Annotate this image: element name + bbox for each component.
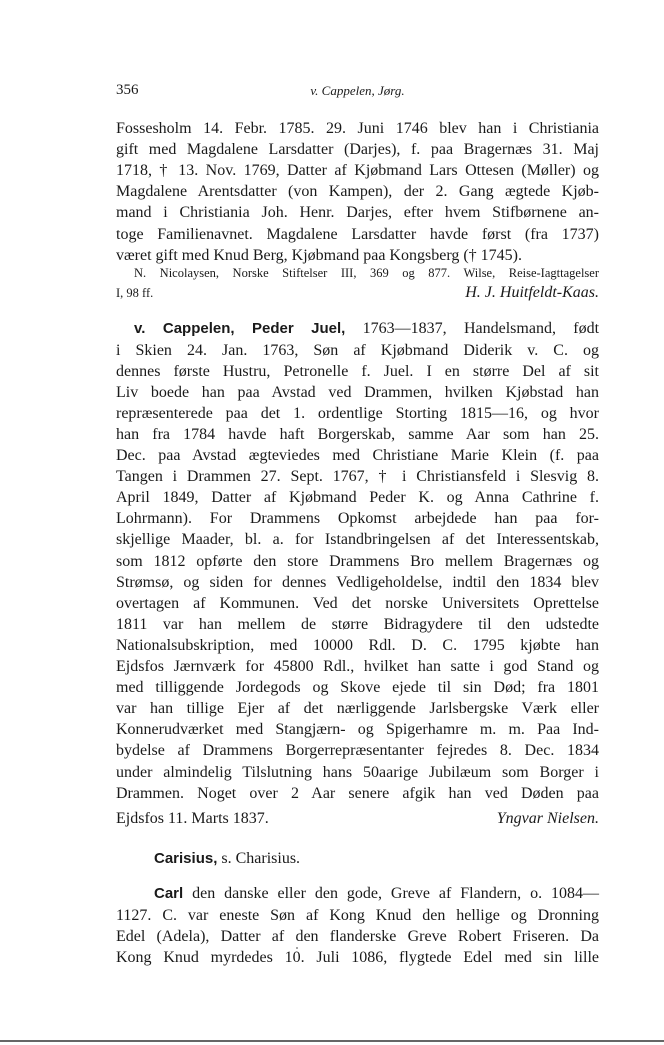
scan-edge-line [0,1040,664,1042]
text-line: Edel (Adela), Datter af den flanderske Greve Robert Friseren. Da [116,927,599,945]
text-line: var han tillige Ejer af det nærliggende Jarlsbergske Værk eller [116,700,599,718]
text-line: dennes første Hustru, Petronelle f. Juel. I en større Del af sit [116,362,599,380]
text-line: Lohrmann). For Drammens Opkomst arbejdede han paa for- [116,510,599,528]
text-line: gift med Magdalene Larsdatter (Darjes), f. paa Bragernæs 31. Maj [116,141,599,159]
source-citation: N. Nicolaysen, Norske Stiftelser III, 369 og 877. Wilse, Reise-Iagttagelser [134,266,599,280]
entry-heading: Carl [154,885,184,902]
text-line: Drammen. Noget over 2 Aar senere afgik han ved Døden paa [116,784,599,802]
page-number: 356 [116,82,139,98]
running-title: v. Cappelen, Jørg. [310,83,405,98]
specks [296,947,298,949]
text-line: Kong Knud myrdedes 10. Juli 1086, flygtede Edel med sin lille [116,949,599,967]
cross-reference-entry [116,848,599,870]
text-line: i Skien 24. Jan. 1763, Søn af Kjøbmand Diderik v. C. og [116,341,599,359]
text-line: Strømsø, og siden for dennes Vedligeholdelse, indtil den 1834 blev [116,573,599,591]
entry-first-line [116,883,599,905]
text-line: Konnerudværket med Stangjærn- og Spigerhamre m. m. Paa Ind- [116,721,599,739]
text-line: toge Familienavnet. Magdalene Larsdatter havde først (fra 1737) [116,225,599,243]
page-header [116,82,599,102]
text-line: overtagen af Kommunen. Ved det norske Universitets Oprettelse [116,594,599,612]
text-line: han fra 1784 havde haft Borgerskab, samme Aar som han 25. [116,425,599,443]
entry-first-line-text: 1763—1837, Handelsmand, født [362,320,600,337]
text-line: Tangen i Drammen 27. Sept. 1767, † i Christiansfeld i Slesvig 8. [116,468,599,486]
text-line: 1811 var han mellem de større Bidragydere til den udstedte [116,615,599,633]
text-line: med tilliggende Jordegods og Skove ejede til sin Død; fra 1801 [116,679,599,697]
entry-last-line [116,808,599,830]
source-citation-tail: I, 98 ff. [116,286,154,300]
text-line: 1718, † 13. Nov. 1769, Datter af Kjøbmand Lars Ottesen (Møller) og [116,162,599,180]
text-line: skjellige Maader, bl. a. for Istandbringelsen af det Interessentskab, [116,531,599,549]
text-line: som 1812 opførte den store Drammens Bro mellem Bragernæs og [116,552,599,570]
text-line: bydelse af Drammens Borgerrepræsentanter fejredes 8. Dec. 1834 [116,742,599,760]
text-line: Liv boede han paa Avstad ved Drammen, hvilken Kjøbstad han [116,383,599,401]
entry-first-line-text: den danske eller den gode, Greve af Flandern, o. 1084— [192,885,600,902]
text-line: været gift med Knud Berg, Kjøbmand paa Kongsberg († 1745). [116,246,523,264]
entry-author: H. J. Huitfeldt-Kaas. [465,284,599,301]
source-citation-cont [116,284,599,302]
text-line: mand i Christiania Joh. Henr. Darjes, efter hvem Stifbørnene an- [116,204,599,222]
cross-reference-text: s. Charisius. [221,850,301,867]
text-line: Nationalsubskription, med 10000 Rdl. D. C. 1795 kjøbte han [116,636,599,654]
entry-heading: Carisius, [154,850,218,867]
entry-author: Yngvar Nielsen. [496,810,599,827]
text-line: 1127. C. var eneste Søn af Kong Knud den hellige og Dronning [116,906,599,924]
text-line: Dec. paa Avstad ægteviedes med Christiane Marie Klein (f. paa [116,447,599,464]
text-line: under almindelig Tilslutning hans 50aarige Jubilæum som Borger i [116,763,599,781]
text-line: Fossesholm 14. Febr. 1785. 29. Juni 1746 blev han i Christiania [116,120,599,137]
text-line: April 1849, Datter af Kjøbmand Peder K. og Anna Cathrine f. [116,489,599,507]
text-line: Ejdsfos Jærnværk for 45800 Rdl., hvilket han satte i god Stand og [116,658,599,675]
entry-first-line [116,318,599,340]
text-line: Magdalene Arentsdatter (von Kampen), der 2. Gang ægtede Kjøb- [116,183,599,201]
entry-heading: v. Cappelen, Peder Juel, [134,320,346,337]
entry-last-line-text: Ejdsfos 11. Marts 1837. [116,810,269,827]
text-line: repræsenterede paa det 1. ordentlige Storting 1815—16, og hvor [116,404,599,422]
